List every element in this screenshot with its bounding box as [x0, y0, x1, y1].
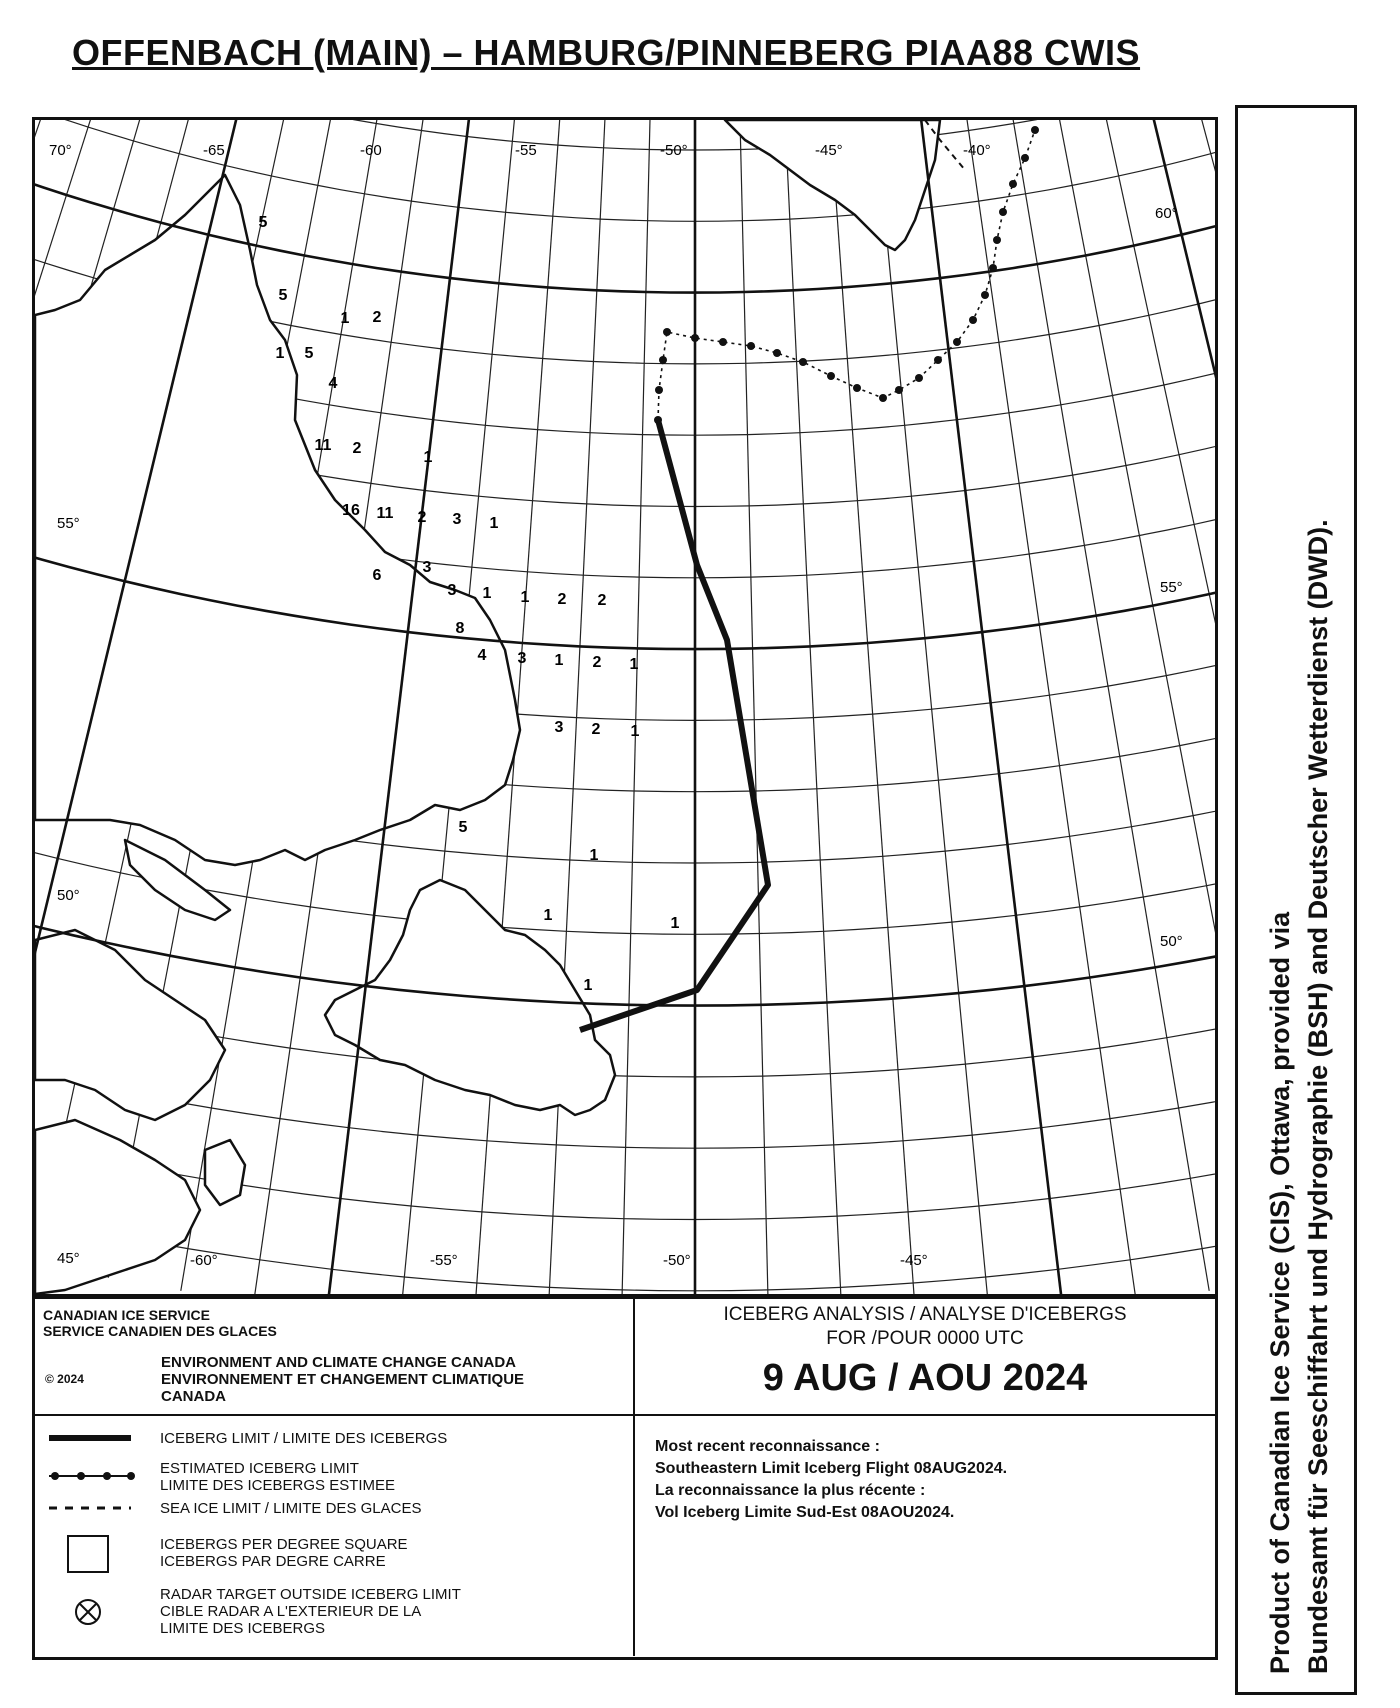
copyright: © 2024	[45, 1372, 84, 1386]
iceberg-count: 5	[278, 287, 288, 304]
meridian-43	[1007, 120, 1209, 1291]
cape-breton	[205, 1140, 245, 1205]
iceberg-count: 1	[543, 907, 553, 924]
lon-label: -45°	[900, 1252, 928, 1269]
agency-name-fr: SERVICE CANADIEN DES GLACES	[43, 1323, 277, 1339]
meridian-51	[621, 120, 650, 1294]
iceberg-count: 2	[417, 509, 427, 526]
recon-flight-en: Southeastern Limit Iceberg Flight 08AUG2024.	[655, 1460, 1008, 1477]
iceberg-count: 1	[489, 515, 499, 532]
iceberg-limit-line	[580, 420, 768, 1030]
iceberg-count: 1	[583, 977, 593, 994]
iceberg-count: 11	[314, 437, 332, 454]
lon-label: -50°	[663, 1252, 691, 1269]
iceberg-count: 3	[447, 582, 457, 599]
iceberg-count: 2	[372, 309, 382, 326]
estimated-limit-dot	[663, 328, 671, 336]
meridian-47	[829, 120, 916, 1294]
estimated-limit-dot	[747, 342, 755, 350]
reconnaissance-box	[635, 1416, 1215, 1656]
department-country: CANADA	[161, 1388, 226, 1405]
iceberg-count: 11	[376, 505, 394, 522]
iceberg-count: 2	[557, 591, 567, 608]
lon-label: -40°	[963, 142, 991, 159]
lon-label: -60°	[190, 1252, 218, 1269]
estimated-limit-dot	[827, 372, 835, 380]
lon-label: -45°	[815, 142, 843, 159]
iceberg-count: 4	[477, 647, 487, 664]
iceberg-count: 5	[458, 819, 468, 836]
lon-label: -55	[515, 142, 537, 159]
meridian-46	[874, 120, 990, 1294]
iceberg-count: 1	[423, 449, 433, 466]
credit-line-2: Bundesamt für Seeschiffahrt und Hydrographie (BSH) and Deutscher Wetterdienst (DWD).	[1303, 519, 1333, 1674]
estimated-limit-dot	[1021, 154, 1029, 162]
legend-estimated-limit: ESTIMATED ICEBERG LIMIT LIMITE DES ICEBERGS ESTIMEE	[160, 1460, 396, 1494]
iceberg-count: 6	[372, 567, 382, 584]
meridian-45	[918, 120, 1063, 1294]
iceberg-count: 1	[275, 345, 285, 362]
iceberg-map[interactable]	[32, 117, 1218, 1297]
iceberg-count: 2	[592, 654, 602, 671]
iceberg-count: 1	[482, 585, 492, 602]
lat-label: 55°	[57, 515, 80, 532]
iceberg-count: 2	[591, 721, 601, 738]
iceberg-count: 3	[554, 719, 564, 736]
lon-label: 70°	[49, 142, 72, 159]
analysis-date: 9 AUG / AOU 2024	[762, 1357, 1088, 1399]
department-en: ENVIRONMENT AND CLIMATE CHANGE CANADA	[161, 1354, 516, 1371]
lon-label: -60	[360, 142, 382, 159]
iceberg-count: 1	[589, 847, 599, 864]
meridian-48	[784, 120, 842, 1294]
credit-line-1: Product of Canadian Ice Service (CIS), Ottawa, provided via	[1265, 911, 1295, 1674]
estimated-limit-dot	[915, 374, 923, 382]
estimated-limit-dot	[993, 236, 1001, 244]
agency-box	[35, 1299, 635, 1416]
iceberg-count: 5	[304, 345, 314, 362]
estimated-limit-dot	[999, 208, 1007, 216]
greenland-south-tip	[725, 120, 940, 250]
estimated-limit-dot	[969, 316, 977, 324]
meridian-49	[740, 120, 769, 1294]
iceberg-count: 5	[258, 214, 268, 231]
meridian-42	[1051, 120, 1215, 1278]
iceberg-square-symbol	[68, 1536, 108, 1572]
estimated-limit-dot	[853, 384, 861, 392]
estimated-limit-dot	[773, 349, 781, 357]
iceberg-count: 3	[517, 650, 527, 667]
legend-icebergs-per-square: ICEBERGS PER DEGREE SQUARE ICEBERGS PAR DEGRE CARRE	[160, 1536, 408, 1570]
map-canvas	[35, 120, 1215, 1294]
iceberg-count: 1	[554, 652, 564, 669]
iceberg-count: 1	[670, 915, 680, 932]
legend-panel	[32, 1297, 1218, 1660]
iceberg-count: 16	[342, 502, 360, 519]
longitude-labels-bottom	[190, 1252, 928, 1269]
iceberg-count: 2	[597, 592, 607, 609]
estimated-limit-dot	[879, 394, 887, 402]
estimated-limit-dot	[719, 338, 727, 346]
recon-heading-fr: La reconnaissance la plus récente :	[655, 1482, 926, 1499]
estimated-limit-dot	[659, 356, 667, 364]
estimated-limit-dot	[934, 356, 942, 364]
land-masses	[35, 120, 940, 1294]
legend-symbols	[35, 1416, 155, 1656]
recon-flight-fr: Vol Iceberg Limite Sud-Est 08AOU2024.	[655, 1504, 955, 1521]
agency-name-en: CANADIAN ICE SERVICE	[43, 1307, 210, 1323]
lat-label: 55°	[1160, 579, 1183, 596]
analysis-title-box	[635, 1299, 1215, 1416]
iceberg-count: 2	[352, 440, 362, 457]
lat-label: 45°	[57, 1250, 80, 1267]
legend-radar-target: RADAR TARGET OUTSIDE ICEBERG LIMIT CIBLE RADAR A L'EXTERIEUR DE LA LIMITE DES ICEBERGS	[160, 1586, 461, 1637]
lon-label: -50°	[660, 142, 688, 159]
legend-sea-ice-limit: SEA ICE LIMIT / LIMITE DES GLACES	[160, 1500, 422, 1517]
iceberg-count: 1	[629, 656, 639, 673]
lon-label: -55°	[430, 1252, 458, 1269]
nova-scotia	[35, 1120, 200, 1294]
meridian-41	[1095, 120, 1216, 1263]
legend-iceberg-limit: ICEBERG LIMIT / LIMITE DES ICEBERGS	[160, 1430, 448, 1447]
lon-label: -65	[203, 142, 225, 159]
estimated-limit-dot	[895, 386, 903, 394]
iceberg-count: 1	[630, 723, 640, 740]
analysis-time: FOR /POUR 0000 UTC	[826, 1328, 1024, 1349]
estimated-limit-dot	[799, 358, 807, 366]
analysis-title: ICEBERG ANALYSIS / ANALYSE D'ICEBERGS	[723, 1304, 1127, 1325]
department-fr: ENVIRONNEMENT ET CHANGEMENT CLIMATIQUE	[161, 1371, 525, 1388]
iceberg-count: 8	[455, 620, 465, 637]
estimated-limit-dot	[953, 338, 961, 346]
estimated-limit-dot	[1009, 180, 1017, 188]
iceberg-count: 4	[328, 375, 338, 392]
lat-label: 50°	[57, 887, 80, 904]
iceberg-count: 1	[340, 310, 350, 327]
recon-heading-en: Most recent reconnaissance :	[655, 1438, 880, 1455]
estimated-limit-dot	[981, 291, 989, 299]
iceberg-count: 3	[422, 559, 432, 576]
lat-label: 60°	[1155, 205, 1178, 222]
estimated-limit-dot	[989, 264, 997, 272]
estimated-limit-dot	[1031, 126, 1039, 134]
gulf-south-shore	[35, 930, 225, 1120]
page-title: OFFENBACH (MAIN) – HAMBURG/PINNEBERG PIAA88 CWIS	[72, 32, 1141, 73]
iceberg-count: 1	[520, 589, 530, 606]
symbol-legend	[35, 1416, 635, 1656]
credit-panel	[1235, 105, 1357, 1695]
estimated-limit-dot	[691, 334, 699, 342]
lat-label: 50°	[1160, 933, 1183, 950]
meridian-40	[1138, 120, 1215, 1247]
iceberg-count: 3	[452, 511, 462, 528]
meridian-39	[1181, 120, 1215, 1228]
estimated-limit-dot	[655, 386, 663, 394]
meridian-52	[548, 120, 606, 1294]
